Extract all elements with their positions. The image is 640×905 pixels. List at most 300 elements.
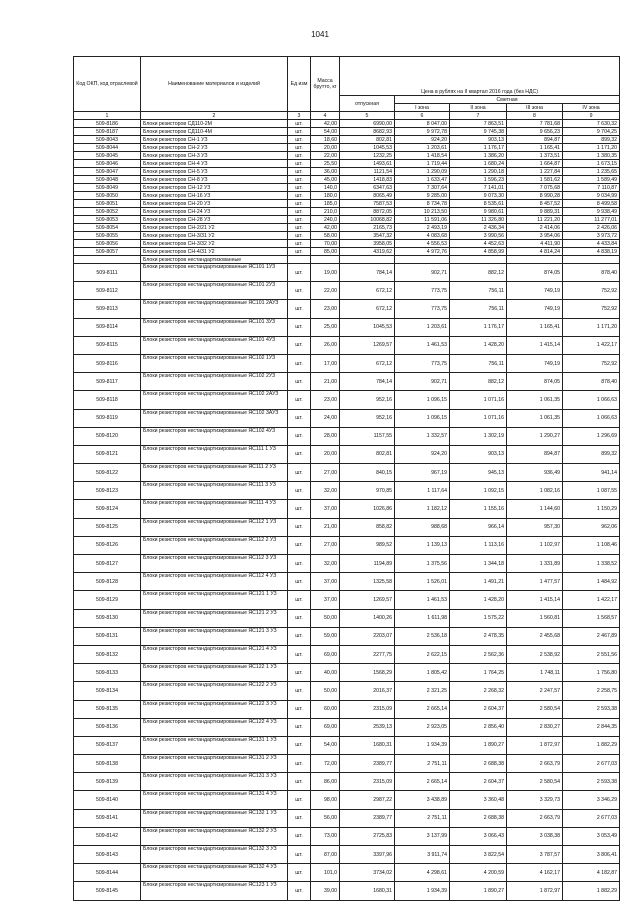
cell-unit: шт.	[288, 573, 311, 591]
table-row	[74, 882, 620, 900]
cell-mass: 87,00	[311, 846, 340, 864]
cell-mass: 27,00	[311, 464, 340, 482]
cell-zone-2-price: 1 344,18	[450, 555, 507, 573]
cell-name: Блоки резисторов СН-3/32 У2	[141, 240, 288, 248]
cell-unit: шт.	[288, 427, 311, 445]
cell-mass: 39,00	[311, 882, 340, 900]
cell-unit	[288, 256, 311, 264]
cell-mass: 40,00	[311, 664, 340, 682]
table-row	[74, 591, 620, 609]
cell-release-price: 7587,53	[340, 200, 395, 208]
cell-unit: шт.	[288, 827, 311, 845]
cell-zone-4-price: 1 066,63	[563, 391, 620, 409]
cell-mass: 58,00	[311, 232, 340, 240]
cell-name: Блоки резисторов нестандартизированные ЯС102 2УЗ	[141, 373, 288, 391]
cell-mass: 37,00	[311, 500, 340, 518]
cell-zone-1-price: 4 298,61	[395, 864, 450, 882]
cell-zone-3-price: 1 872,97	[507, 882, 563, 900]
cell-unit: шт.	[288, 240, 311, 248]
cell-release-price: 1418,83	[340, 176, 395, 184]
cell-release-price: 2203,07	[340, 627, 395, 645]
cell-zone-1-price: 9 285,00	[395, 192, 450, 200]
cell-mass: 42,00	[311, 120, 340, 128]
cell-name: Блоки резисторов СН-8 УЗ	[141, 176, 288, 184]
cell-zone-3-price: 874,05	[507, 373, 563, 391]
column-number: 3	[288, 112, 311, 120]
cell-zone-1-price: 988,68	[395, 518, 450, 536]
table-row	[74, 773, 620, 791]
cell-name: Блоки резисторов нестандартизированные ЯС101 3УЗ	[141, 318, 288, 336]
cell-mass: 42,00	[311, 224, 340, 232]
cell-zone-1-price: 1 375,56	[395, 555, 450, 573]
cell-zone-3-price: 11 221,20	[507, 216, 563, 224]
cell-code: 509-8136	[74, 718, 141, 736]
cell-zone-4-price: 2 677,03	[563, 755, 620, 773]
cell-name: Блоки резисторов нестандартизированные ЯС131 2 УЗ	[141, 755, 288, 773]
cell-release-price: 1157,55	[340, 427, 395, 445]
cell-code: 509-8113	[74, 300, 141, 318]
cell-zone-4-price: 1 087,55	[563, 482, 620, 500]
cell-code: 509-8142	[74, 827, 141, 845]
cell-name: Блоки резисторов СД110-2М	[141, 120, 288, 128]
table-row	[74, 192, 620, 200]
cell-name: Блоки резисторов нестандартизированные ЯС122 4 УЗ	[141, 718, 288, 736]
table-row	[74, 248, 620, 256]
cell-release-price: 2389,77	[340, 809, 395, 827]
cell-code: 509-8114	[74, 318, 141, 336]
cell-mass: 23,00	[311, 300, 340, 318]
cell-zone-4-price: 1 882,29	[563, 882, 620, 900]
cell-name: Блоки резисторов нестандартизированные ЯС102 4УЗ	[141, 427, 288, 445]
cell-name: Блоки резисторов нестандартизированные ЯС121 2 УЗ	[141, 609, 288, 627]
cell-zone-2-price: 2 268,32	[450, 682, 507, 700]
cell-name: Блоки резисторов нестандартизированные ЯС121 4 УЗ	[141, 645, 288, 663]
cell-zone-2-price: 756,11	[450, 300, 507, 318]
cell-zone-1-price: 9 972,78	[395, 128, 450, 136]
table-row	[74, 518, 620, 536]
column-number: 6	[395, 112, 450, 120]
cell-release-price: 989,52	[340, 536, 395, 554]
cell-zone-2-price: 7 863,51	[450, 120, 507, 128]
cell-mass: 28,00	[311, 427, 340, 445]
cell-zone-2-price: 1 071,16	[450, 409, 507, 427]
cell-zone-2-price: 1 071,16	[450, 391, 507, 409]
cell-zone-4-price: 878,40	[563, 373, 620, 391]
cell-zone-1-price: 11 591,06	[395, 216, 450, 224]
cell-release-price: 3397,96	[340, 846, 395, 864]
cell-zone-3-price: 1 082,16	[507, 482, 563, 500]
cell-zone-2-price: 903,13	[450, 445, 507, 463]
cell-code: 509-8121	[74, 445, 141, 463]
table-row	[74, 482, 620, 500]
table-row	[74, 208, 620, 216]
cell-code: 509-8133	[74, 664, 141, 682]
cell-zone-4-price: 941,14	[563, 464, 620, 482]
table-row	[74, 136, 620, 144]
header-code: Код ОКП, код отраслевой	[74, 57, 141, 112]
cell-zone-4-price: 1 484,92	[563, 573, 620, 591]
cell-zone-2-price: 1 113,16	[450, 536, 507, 554]
cell-zone-1-price: 1 290,09	[395, 168, 450, 176]
cell-name: Блоки резисторов нестандартизированные ЯС131 1 УЗ	[141, 736, 288, 754]
cell-name: Блоки резисторов нестандартизированные ЯС132 3 УЗ	[141, 846, 288, 864]
cell-zone-4-price: 1 673,15	[563, 160, 620, 168]
table-row	[74, 240, 620, 248]
table-row	[74, 645, 620, 663]
cell-mass: 20,00	[311, 445, 340, 463]
table-row	[74, 700, 620, 718]
cell-zone-2-price: 8 535,61	[450, 200, 507, 208]
cell-zone-2-price: 903,13	[450, 136, 507, 144]
cell-zone-1-price: 773,75	[395, 282, 450, 300]
cell-name: Блоки резисторов СН-2/21 У2	[141, 224, 288, 232]
cell-zone-1-price: 1 934,39	[395, 882, 450, 900]
cell-zone-2-price: 1 302,19	[450, 427, 507, 445]
cell-zone-2-price: 3 360,48	[450, 791, 507, 809]
cell-unit: шт.	[288, 718, 311, 736]
cell-code: 509-8139	[74, 773, 141, 791]
cell-zone-1-price: 4 972,76	[395, 248, 450, 256]
cell-zone-2-price: 1 092,15	[450, 482, 507, 500]
table-row	[74, 176, 620, 184]
cell-mass: 69,00	[311, 645, 340, 663]
cell-zone-1-price: 8 734,78	[395, 200, 450, 208]
cell-zone-2-price: 11 326,80	[450, 216, 507, 224]
cell-release-price: 2389,77	[340, 755, 395, 773]
cell-zone-4-price: 899,32	[563, 136, 620, 144]
cell-name: Блоки резисторов нестандартизированные ЯС111 4 УЗ	[141, 500, 288, 518]
cell-unit: шт.	[288, 224, 311, 232]
cell-zone-4-price: 3 806,41	[563, 846, 620, 864]
table-row	[74, 555, 620, 573]
cell-release-price: 1680,31	[340, 736, 395, 754]
cell-unit: шт.	[288, 809, 311, 827]
cell-zone-1-price: 967,19	[395, 464, 450, 482]
cell-release-price: 1568,29	[340, 664, 395, 682]
cell-zone-1-price: 1 461,53	[395, 336, 450, 354]
cell-unit: шт.	[288, 773, 311, 791]
cell-name: Блоки резисторов нестандартизированные ЯС132 1 УЗ	[141, 809, 288, 827]
cell-zone-2-price: 2 856,40	[450, 718, 507, 736]
cell-release-price: 672,12	[340, 300, 395, 318]
cell-name: Блоки резисторов нестандартизированные ЯС132 4 УЗ	[141, 864, 288, 882]
table-row	[74, 224, 620, 232]
cell-zone-4-price: 1 338,52	[563, 555, 620, 573]
cell-name: Блоки резисторов нестандартизированные ЯС121 3 УЗ	[141, 627, 288, 645]
cell-release-price: 3734,02	[340, 864, 395, 882]
cell-zone-4-price: 9 034,99	[563, 192, 620, 200]
cell-zone-2-price: 1 155,16	[450, 500, 507, 518]
cell-zone-1-price: 4 083,68	[395, 232, 450, 240]
cell-mass: 185,0	[311, 200, 340, 208]
cell-zone-3-price: 2 830,27	[507, 718, 563, 736]
cell-name: Блоки резисторов СД110-4М	[141, 128, 288, 136]
cell-code: 509-8045	[74, 152, 141, 160]
cell-zone-2-price: 1 176,17	[450, 144, 507, 152]
cell-unit: шт.	[288, 736, 311, 754]
cell-name: Блоки резисторов СН-1 УЗ	[141, 136, 288, 144]
table-row	[74, 755, 620, 773]
cell-zone-4-price: 2 426,06	[563, 224, 620, 232]
cell-zone-3-price: 1 477,57	[507, 573, 563, 591]
cell-zone-2-price: 4 200,59	[450, 864, 507, 882]
cell-code: 509-8131	[74, 627, 141, 645]
cell-mass: 37,00	[311, 573, 340, 591]
table-row	[74, 809, 620, 827]
cell-unit: шт.	[288, 232, 311, 240]
cell-mass: 25,50	[311, 160, 340, 168]
cell-zone-1-price: 2 665,14	[395, 773, 450, 791]
table-row	[74, 682, 620, 700]
cell-name: Блоки резисторов нестандартизированные ЯС102 1УЗ	[141, 354, 288, 372]
cell-unit: шт.	[288, 192, 311, 200]
header-zone-2: II зона	[450, 104, 507, 112]
cell-name: Блоки резисторов нестандартизированные ЯС131 4 УЗ	[141, 791, 288, 809]
cell-zone-1-price: 1 203,61	[395, 144, 450, 152]
cell-code: 509-8122	[74, 464, 141, 482]
table-row	[74, 264, 620, 282]
cell-unit: шт.	[288, 555, 311, 573]
cell-zone-1-price: 773,75	[395, 354, 450, 372]
table-row	[74, 718, 620, 736]
cell-zone-2-price: 2 436,34	[450, 224, 507, 232]
column-number: 7	[450, 112, 507, 120]
cell-mass: 22,00	[311, 282, 340, 300]
cell-name: Блоки резисторов нестандартизированные ЯС102 2АУЗ	[141, 391, 288, 409]
cell-code: 509-8118	[74, 391, 141, 409]
cell-name: Блоки резисторов СН-3/31 У2	[141, 232, 288, 240]
cell-code: 509-8120	[74, 427, 141, 445]
cell-zone-4-price: 1 171,20	[563, 318, 620, 336]
table-row	[74, 427, 620, 445]
cell-mass: 45,00	[311, 176, 340, 184]
cell-zone-3-price: 894,87	[507, 445, 563, 463]
cell-unit: шт.	[288, 609, 311, 627]
cell-unit: шт.	[288, 264, 311, 282]
cell-unit: шт.	[288, 755, 311, 773]
cell-zone-4-price: 2 258,75	[563, 682, 620, 700]
cell-zone-3-price: 1 061,35	[507, 391, 563, 409]
cell-zone-4-price: 1 568,57	[563, 609, 620, 627]
cell-code: 509-8144	[74, 864, 141, 882]
group-title: Блоки резисторов нестандартизованные	[141, 256, 288, 264]
cell-unit: шт.	[288, 482, 311, 500]
cell-release-price: 1121,54	[340, 168, 395, 176]
cell-unit: шт.	[288, 864, 311, 882]
cell-zone-3-price: 936,49	[507, 464, 563, 482]
cell-zone-2-price: 4 858,99	[450, 248, 507, 256]
cell-mass: 24,00	[311, 409, 340, 427]
cell-zone-3-price: 7 075,68	[507, 184, 563, 192]
cell-zone-3-price: 1 664,87	[507, 160, 563, 168]
cell-mass: 21,00	[311, 518, 340, 536]
cell-zone-2-price: 756,11	[450, 282, 507, 300]
table-row	[74, 354, 620, 372]
cell-zone-2-price: 3 990,56	[450, 232, 507, 240]
cell-code: 509-8111	[74, 264, 141, 282]
cell-unit: шт.	[288, 184, 311, 192]
cell-unit: шт.	[288, 464, 311, 482]
cell-code: 509-8135	[74, 700, 141, 718]
cell-code: 509-8140	[74, 791, 141, 809]
cell-unit: шт.	[288, 591, 311, 609]
cell-zone-3-price: 1 748,11	[507, 664, 563, 682]
cell-zone-3-price: 1 373,51	[507, 152, 563, 160]
cell-code: 509-8057	[74, 248, 141, 256]
cell-mass: 37,00	[311, 591, 340, 609]
cell-zone-2-price: 3 822,54	[450, 846, 507, 864]
cell-unit: шт.	[288, 373, 311, 391]
cell-release-price: 672,12	[340, 282, 395, 300]
cell-release-price: 1680,31	[340, 882, 395, 900]
cell-name: Блоки резисторов нестандартизированные ЯС132 2 УЗ	[141, 827, 288, 845]
cell-zone-4-price: 2 467,89	[563, 627, 620, 645]
cell-mass: 85,00	[311, 248, 340, 256]
cell-zone-3-price: 2 414,06	[507, 224, 563, 232]
table-row	[74, 373, 620, 391]
cell-mass: 70,00	[311, 240, 340, 248]
cell-mass: 98,00	[311, 791, 340, 809]
cell-zone-1-price: 1 203,61	[395, 318, 450, 336]
cell-zone-4-price: 1 235,65	[563, 168, 620, 176]
cell-zone-3-price: 894,87	[507, 136, 563, 144]
cell-zone-2-price: 2 688,38	[450, 755, 507, 773]
cell-zone-3-price: 2 663,79	[507, 755, 563, 773]
cell-unit: шт.	[288, 664, 311, 682]
cell-zone-2-price: 1 575,22	[450, 609, 507, 627]
cell-zone-3-price: 1 331,89	[507, 555, 563, 573]
cell-zone-2-price: 4 452,63	[450, 240, 507, 248]
cell-zone-1-price: 2 751,11	[395, 755, 450, 773]
cell-unit: шт.	[288, 882, 311, 900]
cell-zone-1-price: 1 526,01	[395, 573, 450, 591]
cell-code: 509-8117	[74, 373, 141, 391]
cell-unit: шт.	[288, 208, 311, 216]
cell-unit: шт.	[288, 144, 311, 152]
cell-zone-3-price: 1 560,81	[507, 609, 563, 627]
cell-mass: 20,00	[311, 144, 340, 152]
cell-zone-4-price: 962,06	[563, 518, 620, 536]
cell-zone-1-price: 4 556,53	[395, 240, 450, 248]
cell-release-price: 802,81	[340, 445, 395, 463]
cell-zone-2-price: 1 290,18	[450, 168, 507, 176]
cell-zone-1-price: 924,20	[395, 136, 450, 144]
cell-mass: 140,0	[311, 184, 340, 192]
cell-zone-4-price: 1 589,49	[563, 176, 620, 184]
cell-name: Блоки резисторов нестандартизированные ЯС101 2УЗ	[141, 282, 288, 300]
table-row	[74, 573, 620, 591]
cell-code: 509-8054	[74, 224, 141, 232]
cell-zone-4-price: 7 630,32	[563, 120, 620, 128]
cell-mass: 32,00	[311, 555, 340, 573]
cell-unit: шт.	[288, 336, 311, 354]
header-unit: Ед изм	[288, 57, 311, 112]
cell-zone-3-price: 3 954,06	[507, 232, 563, 240]
cell-unit: шт.	[288, 160, 311, 168]
table-row	[74, 128, 620, 136]
header-zone-3: III зона	[507, 104, 563, 112]
cell-code: 509-8145	[74, 882, 141, 900]
cell-release-price: 840,15	[340, 464, 395, 482]
cell-mass: 18,60	[311, 136, 340, 144]
cell-unit: шт.	[288, 248, 311, 256]
cell-zone-2-price: 1 428,20	[450, 336, 507, 354]
cell-unit: шт.	[288, 536, 311, 554]
cell-release-price: 2539,13	[340, 718, 395, 736]
cell-zone-1-price: 1 461,53	[395, 591, 450, 609]
table-row	[74, 120, 620, 128]
cell-release-price: 784,14	[340, 264, 395, 282]
cell-code: 509-8143	[74, 846, 141, 864]
cell-code: 509-8116	[74, 354, 141, 372]
cell-zone-3-price: 8 457,52	[507, 200, 563, 208]
table-row	[74, 827, 620, 845]
cell-code: 509-8129	[74, 591, 141, 609]
cell-release-price: 1269,57	[340, 336, 395, 354]
cell-code: 509-8043	[74, 136, 141, 144]
cell-zone-1-price	[395, 256, 450, 264]
cell-zone-1-price: 2 923,05	[395, 718, 450, 736]
cell-mass: 26,00	[311, 336, 340, 354]
price-table	[73, 56, 620, 901]
table-row	[74, 609, 620, 627]
cell-release-price: 802,81	[340, 136, 395, 144]
table-row	[74, 282, 620, 300]
cell-mass: 180,0	[311, 192, 340, 200]
cell-zone-1-price: 1 611,98	[395, 609, 450, 627]
cell-name: Блоки резисторов нестандартизированные ЯС101 2АУЗ	[141, 300, 288, 318]
cell-unit: шт.	[288, 168, 311, 176]
cell-zone-2-price: 756,11	[450, 354, 507, 372]
cell-unit: шт.	[288, 627, 311, 645]
table-row	[74, 336, 620, 354]
column-number-row	[74, 112, 620, 120]
cell-code: 509-8051	[74, 200, 141, 208]
cell-zone-1-price: 1 332,57	[395, 427, 450, 445]
cell-unit: шт.	[288, 318, 311, 336]
header-zone-1: I зона	[395, 104, 450, 112]
cell-code: 509-8132	[74, 645, 141, 663]
table-row	[74, 500, 620, 518]
table-row	[74, 391, 620, 409]
table-row	[74, 152, 620, 160]
table-row	[74, 864, 620, 882]
cell-zone-1-price: 3 137,99	[395, 827, 450, 845]
cell-zone-1-price: 2 536,18	[395, 627, 450, 645]
cell-zone-1-price: 1 633,47	[395, 176, 450, 184]
cell-code: 509-8187	[74, 128, 141, 136]
cell-release-price: 1493,61	[340, 160, 395, 168]
cell-zone-4-price: 2 551,56	[563, 645, 620, 663]
cell-zone-1-price: 1 096,15	[395, 409, 450, 427]
header-estimate: Сметная	[395, 96, 620, 104]
cell-code: 509-8141	[74, 809, 141, 827]
table-row	[74, 232, 620, 240]
column-number: 2	[141, 112, 288, 120]
cell-unit: шт.	[288, 391, 311, 409]
cell-zone-4-price: 752,92	[563, 282, 620, 300]
cell-name: Блоки резисторов нестандартизированные ЯС112 2 УЗ	[141, 536, 288, 554]
cell-unit: шт.	[288, 354, 311, 372]
cell-name: Блоки резисторов нестандартизированные ЯС122 2 УЗ	[141, 682, 288, 700]
cell-release-price: 1325,58	[340, 573, 395, 591]
cell-zone-4-price: 9 704,25	[563, 128, 620, 136]
cell-zone-3-price: 874,05	[507, 264, 563, 282]
cell-zone-3-price: 2 663,79	[507, 809, 563, 827]
cell-unit: шт.	[288, 216, 311, 224]
cell-code: 509-8050	[74, 192, 141, 200]
header-mass: Масса брутто, кг	[311, 57, 340, 112]
